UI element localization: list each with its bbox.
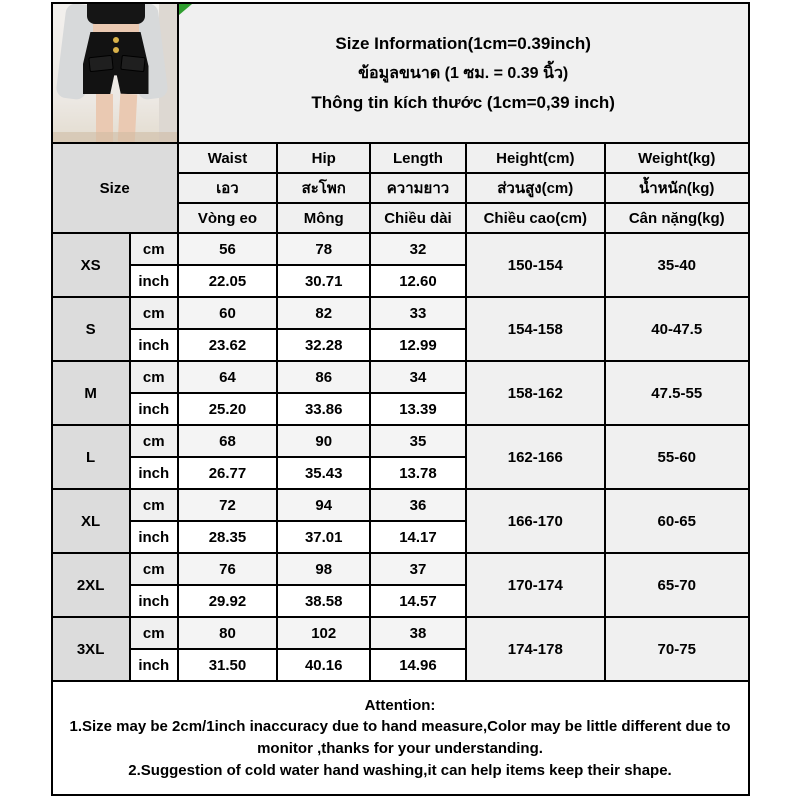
weight-range: 40-47.5 — [605, 297, 749, 361]
col-header-hip-vi: Mông — [277, 203, 370, 233]
size-chart-table — [51, 2, 750, 796]
weight-range: 60-65 — [605, 489, 749, 553]
hip-inch-value: 37.01 — [277, 521, 370, 553]
unit-inch-label: inch — [130, 393, 178, 425]
length-inch-value: 13.78 — [370, 457, 465, 489]
hip-cm-value: 82 — [277, 297, 370, 329]
col-header-weight-en: Weight(kg) — [605, 143, 749, 173]
length-cm-value: 34 — [370, 361, 465, 393]
length-cm-value: 33 — [370, 297, 465, 329]
length-cm-value: 38 — [370, 617, 465, 649]
size-label: 2XL — [52, 553, 130, 617]
product-photo — [53, 4, 177, 142]
waist-cm-value: 68 — [178, 425, 277, 457]
waist-cm-value: 64 — [178, 361, 277, 393]
green-corner-marker-icon — [179, 4, 192, 15]
length-inch-value: 14.57 — [370, 585, 465, 617]
waist-cm-value: 60 — [178, 297, 277, 329]
height-range: 158-162 — [466, 361, 605, 425]
unit-inch-label: inch — [130, 649, 178, 681]
height-range: 150-154 — [466, 233, 605, 297]
attention-line-2: 2.Suggestion of cold water hand washing,it can help items keep their shape. — [128, 761, 672, 779]
attention-line-1: 1.Size may be 2cm/1inch inaccuracy due to hand measure,Color may be little different due to monitor ,thanks for your understanding. — [69, 718, 731, 757]
length-cm-value: 36 — [370, 489, 465, 521]
length-cm-value: 35 — [370, 425, 465, 457]
weight-range: 47.5-55 — [605, 361, 749, 425]
col-header-waist-vi: Vòng eo — [178, 203, 277, 233]
hip-inch-value: 38.58 — [277, 585, 370, 617]
col-header-height-vi: Chiều cao(cm) — [466, 203, 605, 233]
size-label: XS — [52, 233, 130, 297]
weight-range: 35-40 — [605, 233, 749, 297]
weight-range: 55-60 — [605, 425, 749, 489]
pocket-flap-left — [88, 55, 113, 72]
col-header-hip-en: Hip — [277, 143, 370, 173]
unit-cm-label: cm — [130, 617, 178, 649]
pocket-flap-right — [120, 55, 145, 72]
length-inch-value: 14.96 — [370, 649, 465, 681]
height-range: 174-178 — [466, 617, 605, 681]
title-cell — [178, 3, 749, 143]
col-header-length-en: Length — [370, 143, 465, 173]
waist-cm-value: 72 — [178, 489, 277, 521]
length-cm-value: 37 — [370, 553, 465, 585]
gold-button-bottom — [113, 47, 119, 53]
waist-inch-value: 31.50 — [178, 649, 277, 681]
size-label: XL — [52, 489, 130, 553]
product-photo-cell — [52, 3, 178, 143]
col-header-waist-en: Waist — [178, 143, 277, 173]
unit-cm-label: cm — [130, 297, 178, 329]
unit-cm-label: cm — [130, 233, 178, 265]
col-header-height-th: ส่วนสูง(cm) — [466, 173, 605, 203]
col-header-hip-th: สะโพก — [277, 173, 370, 203]
col-header-length-vi: Chiều dài — [370, 203, 465, 233]
hip-inch-value: 33.86 — [277, 393, 370, 425]
waist-cm-value: 76 — [178, 553, 277, 585]
hip-inch-value: 30.71 — [277, 265, 370, 297]
length-inch-value: 12.60 — [370, 265, 465, 297]
col-header-weight-vi: Cân nặng(kg) — [605, 203, 749, 233]
height-range: 162-166 — [466, 425, 605, 489]
waist-inch-value: 26.77 — [178, 457, 277, 489]
title-english: Size Information(1cm=0.39inch) — [335, 33, 591, 53]
waist-inch-value: 22.05 — [178, 265, 277, 297]
hip-cm-value: 98 — [277, 553, 370, 585]
unit-inch-label: inch — [130, 585, 178, 617]
height-range: 154-158 — [466, 297, 605, 361]
size-header: Size — [52, 143, 178, 233]
hip-cm-value: 86 — [277, 361, 370, 393]
col-header-waist-th: เอว — [178, 173, 277, 203]
unit-cm-label: cm — [130, 361, 178, 393]
length-inch-value: 13.39 — [370, 393, 465, 425]
length-inch-value: 12.99 — [370, 329, 465, 361]
hip-inch-value: 32.28 — [277, 329, 370, 361]
waist-cm-value: 56 — [178, 233, 277, 265]
length-cm-value: 32 — [370, 233, 465, 265]
hip-cm-value: 102 — [277, 617, 370, 649]
title-thai: ข้อมูลขนาด (1 ซม. = 0.39 นิ้ว) — [358, 64, 569, 82]
unit-inch-label: inch — [130, 457, 178, 489]
waist-inch-value: 29.92 — [178, 585, 277, 617]
weight-range: 65-70 — [605, 553, 749, 617]
waist-inch-value: 28.35 — [178, 521, 277, 553]
unit-inch-label: inch — [130, 521, 178, 553]
hip-cm-value: 94 — [277, 489, 370, 521]
unit-inch-label: inch — [130, 265, 178, 297]
weight-range: 70-75 — [605, 617, 749, 681]
hip-cm-value: 90 — [277, 425, 370, 457]
height-range: 166-170 — [466, 489, 605, 553]
floor — [53, 132, 177, 142]
unit-cm-label: cm — [130, 553, 178, 585]
attention-note — [52, 681, 749, 795]
col-header-length-th: ความยาว — [370, 173, 465, 203]
waist-inch-value: 25.20 — [178, 393, 277, 425]
gold-button-top — [113, 37, 119, 43]
unit-cm-label: cm — [130, 425, 178, 457]
crop-top — [87, 4, 145, 24]
length-inch-value: 14.17 — [370, 521, 465, 553]
size-label: L — [52, 425, 130, 489]
size-label: S — [52, 297, 130, 361]
size-label: 3XL — [52, 617, 130, 681]
unit-cm-label: cm — [130, 489, 178, 521]
waist-inch-value: 23.62 — [178, 329, 277, 361]
col-header-weight-th: น้ำหนัก(kg) — [605, 173, 749, 203]
col-header-height-en: Height(cm) — [466, 143, 605, 173]
unit-inch-label: inch — [130, 329, 178, 361]
hip-inch-value: 40.16 — [277, 649, 370, 681]
attention-title: Attention: — [364, 696, 436, 714]
hip-inch-value: 35.43 — [277, 457, 370, 489]
title-vietnamese: Thông tin kích thước (1cm=0,39 inch) — [311, 92, 615, 112]
size-label: M — [52, 361, 130, 425]
hip-cm-value: 78 — [277, 233, 370, 265]
height-range: 170-174 — [466, 553, 605, 617]
waist-cm-value: 80 — [178, 617, 277, 649]
